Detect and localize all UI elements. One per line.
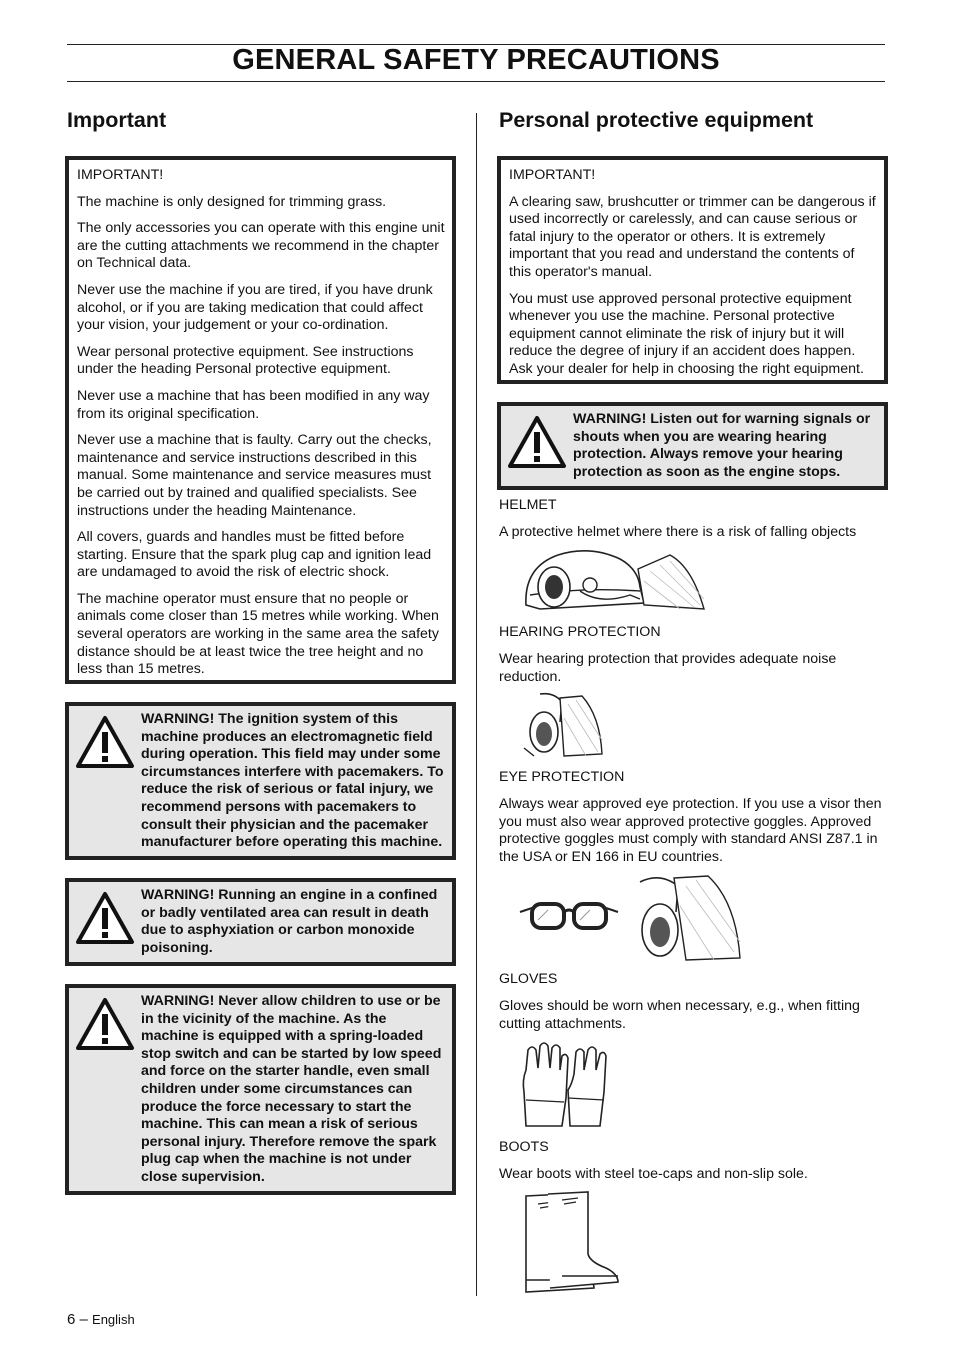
important-paragraph: You must use approved personal protective equipment whenever you use the machine. Personal protective equipment cannot eliminate the risk of injury but it will reduce the degree of injury if an accident does happen. Ask your dealer for help in choosing the right equipment. [509,290,864,377]
warning-text: WARNING! The ignition system of this machine produces an electromagnetic field during operation. This field may under some circumstances interfere with pacemakers. To reduce the risk of serious or fatal injury, we recommend persons with pacemakers to consult their physician and the pacemaker manufacturer before operating this machine. [141,711,444,851]
page-title: GENERAL SAFETY PRECAUTIONS [232,44,720,76]
section-title: EYE PROTECTION [499,769,625,785]
section-title: GLOVES [499,971,558,987]
boots-icon [520,1190,622,1296]
section-text: A protective helmet where there is a risk of falling objects [499,524,857,540]
important-box-left [65,156,456,684]
warning-triangle-icon [507,415,567,469]
warning-box-children [65,984,456,1195]
important-paragraph: Never use the machine if you are tired, if you have drunk alcohol, or if you are taking medication that could affect your vision, your judgement or your co-ordination. [77,281,433,334]
section-text: Wear boots with steel toe-caps and non-slip sole. [499,1166,808,1182]
section-title: HEARING PROTECTION [499,624,661,640]
warning-box-pacemaker [65,702,456,860]
right-heading: Personal protective equipment [499,108,814,132]
warning-triangle-icon [75,997,135,1051]
important-paragraph: A clearing saw, brushcutter or trimmer can be dangerous if used incorrectly or carelessly, and can cause serious or fatal injury to the operator or others. It is extremely important that you read and understand the contents of this operator's manual. [509,193,876,280]
goggles-icon [518,896,620,936]
warning-text: WARNING! Never allow children to use or be in the vicinity of the machine. As the machine is equipped with a spring-loaded stop switch and can be started by low speed and force on the starter handle, even small children under some circumstances can produce the force necessary to start the machine. This can mean a risk of serious personal injury. Therefore remove the spark plug cap when the machine is not under close supervision. [141,993,442,1185]
important-label: IMPORTANT! [509,167,596,183]
page-footer [67,1311,135,1328]
warning-box-hearing [497,402,888,490]
warning-box-ventilation [65,878,456,966]
helmet-icon [520,547,708,613]
important-paragraph: Wear personal protective equipment. See instructions under the heading Personal protective equipment. [77,343,414,378]
footer-language: English [92,1312,135,1327]
gloves-icon [518,1040,612,1130]
hearing-protection-icon [520,692,604,758]
title-bottom-rule [67,81,885,82]
warning-text: WARNING! Listen out for warning signals or shouts when you are wearing hearing protection. Always remove your hearing protection as soon as the engine stops. [573,411,871,480]
important-paragraph: The only accessories you can operate with this engine unit are the cutting attachments we recommend in the chapter on Technical data. [77,220,445,272]
visor-icon [630,872,742,962]
important-paragraph: Never use a machine that has been modified in any way from its original specification. [77,387,430,422]
section-text: Gloves should be worn when necessary, e.g., when fitting cutting attachments. [499,998,860,1032]
important-paragraph: Never use a machine that is faulty. Carry out the checks, maintenance and service instructions described in this manual. Some maintenance and service measures must be carried out by trained and qualified specialists. See instructions under the heading Maintenance. [77,432,432,519]
section-title: HELMET [499,497,557,513]
important-paragraph: All covers, guards and handles must be fitted before starting. Ensure that the spark plug cap and ignition lead are undamaged to avoid the risk of electric shock. [77,529,432,581]
important-box-right [497,156,888,384]
warning-triangle-icon [75,715,135,769]
important-label: IMPORTANT! [77,167,164,183]
page-number: 6 – [67,1311,88,1328]
warning-triangle-icon [75,891,135,945]
left-heading: Important [67,108,167,132]
section-text: Wear hearing protection that provides adequate noise reduction. [499,651,837,685]
section-text: Always wear approved eye protection. If you use a visor then you must also wear approved protective goggles. Approved protective goggles must comply with standard ANSI Z87.1 in the USA or EN 166 in EU countries. [499,796,882,865]
column-divider [476,113,477,1296]
important-paragraph: The machine is only designed for trimming grass. [77,193,387,210]
section-title: BOOTS [499,1139,549,1155]
warning-text: WARNING! Running an engine in a confined or badly ventilated area can result in death due to asphyxiation or carbon monoxide poisoning. [141,887,438,956]
important-paragraph: The machine operator must ensure that no people or animals come closer than 15 metres while working. When several operators are working in the same area the safety distance should be at least twice the tree height and no less than 15 metres. [77,590,439,678]
